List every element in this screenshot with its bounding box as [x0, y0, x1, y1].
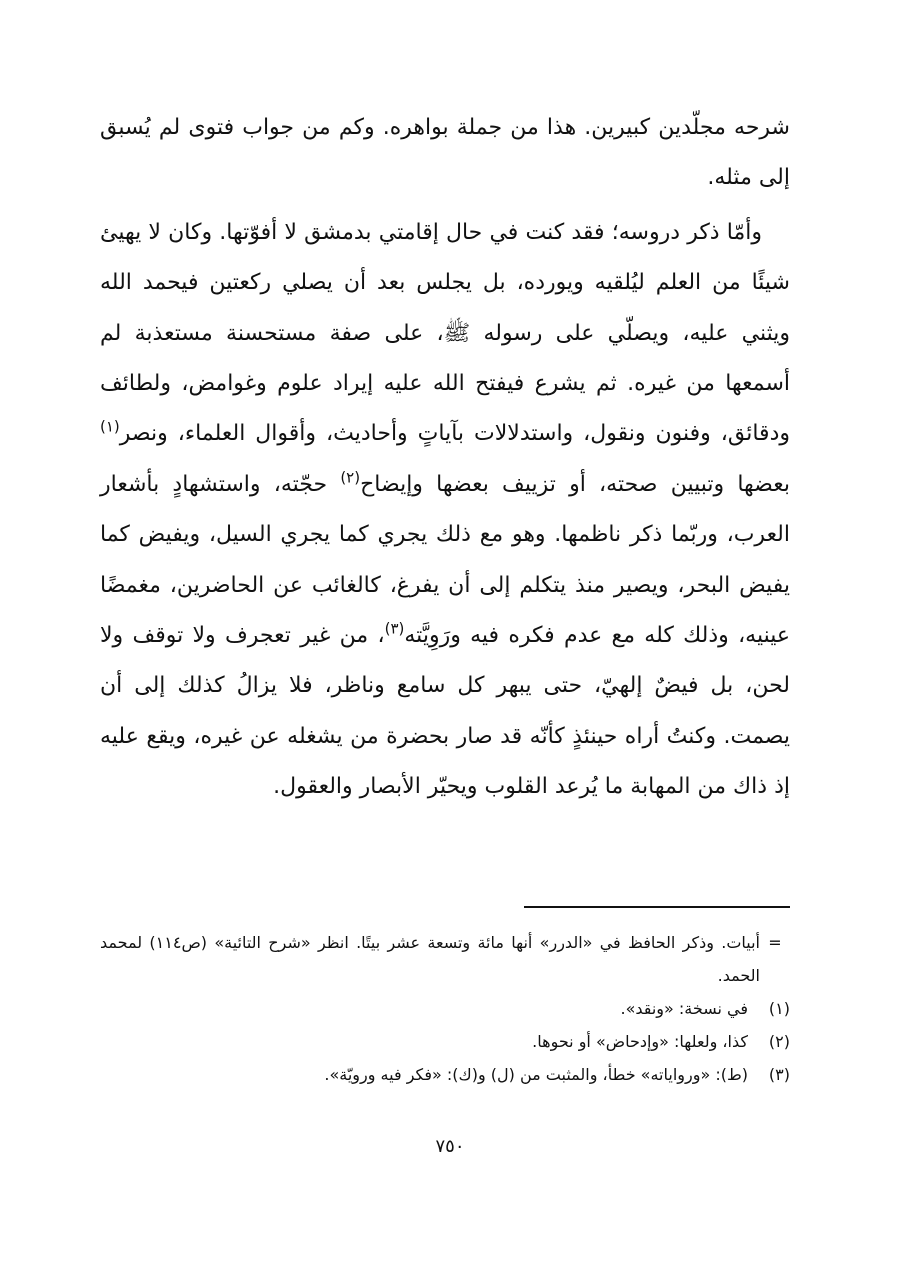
paragraph-2	[100, 208, 790, 813]
footnote-ref-3: (٣)	[384, 619, 405, 638]
footnote-ref-1: (١)	[100, 418, 120, 437]
paragraph-2-part-4: ، من غير تعجرف ولا توقف ولا لحن، بل فيضٌ إلهيّ، حتى يبهر كل سامع وناظر، فلا يزالُ كذلك إلى أن يصمت. وكنتُ أراه حينئذٍ كأنّه قد صار بحضرة من يشغله عن غيره، ويقع عليه إذ ذاك من المهابة ما يُرعد القلوب ويحيّر الأبصار والعقول.	[100, 623, 790, 800]
footnote-text: في نسخة: «ونقد».	[620, 999, 748, 1018]
page-number: ٧٥٠	[435, 1136, 465, 1157]
footnotes	[100, 926, 790, 1091]
footnote-text: كذا، ولعلها: «وإدحاض» أو نحوها.	[532, 1032, 748, 1051]
main-text	[100, 103, 790, 813]
continuation-text: أبيات. وذكر الحافظ في «الدرر» أنها مائة وتسعة عشر بيتًا. انظر «شرح التائية» (ص١١٤) لمحمد الحمد.	[100, 933, 761, 985]
footnote-3	[100, 1058, 790, 1091]
paragraph-2-part-2: بعضها وتبيين صحته، أو تزييف بعضها وإيضاح	[360, 471, 790, 497]
footnote-ref-2: (٢)	[340, 468, 361, 487]
footnote-divider	[524, 906, 790, 908]
footnote-continuation	[100, 926, 790, 992]
footnote-number: (٣)	[768, 1065, 790, 1084]
continuation-mark: =	[768, 933, 782, 952]
footnote-text: (ط): «ورواياته» خطأ، والمثبت من (ل) و(ك): «فكر فيه ورويّة».	[324, 1065, 748, 1084]
paragraph-2-part-1: وأمّا ذكر دروسه؛ فقد كنت في حال إقامتي بدمشق لا أفوّتها. وكان لا يهيئ شيئًا من العلم ليُلقيه ويورده، بل يجلس بعد أن يصلي ركعتين فيحمد الله ويثني عليه، ويصلّي على رسوله ﷺ، على صفة مستحسنة مستعذبة لم أسمعها من غيره. ثم يشرع فيفتح الله عليه إيراد علوم وغوامض، ولطائف ودقائق، وفنون ونقول، واستدلالات بآياتٍ وأحاديث، وأقوال العلماء، ونصر	[100, 219, 790, 447]
paragraph-2-part-3: حجّته، واستشهادٍ بأشعار العرب، وربّما ذكر ناظمها. وهو مع ذلك يجري كما يجري السيل، ويفيض كما يفيض البحر، ويصير منذ يتكلم إلى أن يفرغ، كالغائب عن الحاضرين، مغمضًا عينيه، وذلك كله مع عدم فكره فيه ورَوِيَّته	[100, 471, 791, 649]
footnote-number: (٢)	[768, 1032, 790, 1051]
footnote-2	[100, 1025, 790, 1058]
footnote-number: (١)	[768, 999, 790, 1018]
footnote-1	[100, 992, 790, 1025]
paragraph-1: شرحه مجلّدين كبيرين. هذا من جملة بواهره. وكم من جواب فتوى لم يُسبق إلى مثله.	[100, 115, 790, 191]
